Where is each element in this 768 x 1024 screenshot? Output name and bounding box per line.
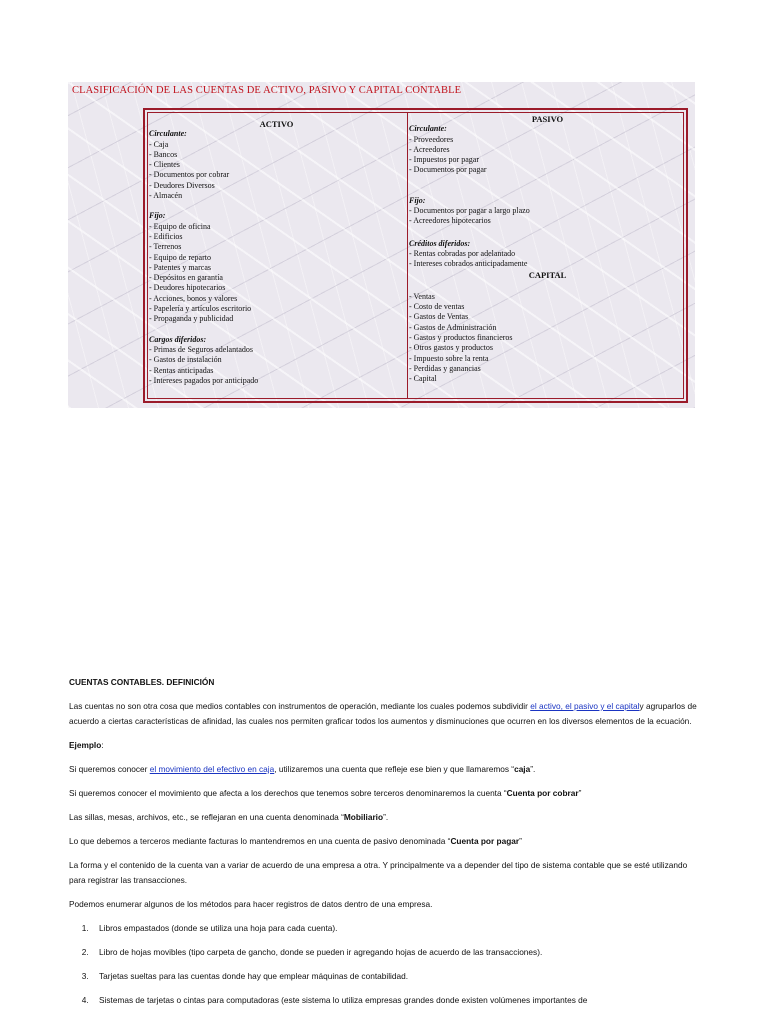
list-item: - Gastos de Administración xyxy=(409,322,497,332)
pasivo-fijo-label: Fijo: xyxy=(409,195,426,205)
activo-fijo-label: Fijo: xyxy=(149,211,166,221)
paragraph-mobiliario xyxy=(69,810,701,825)
list-item: - Bancos xyxy=(149,149,178,159)
paragraph-text: ”. xyxy=(530,764,536,774)
list-item: - Primas de Seguros adelantados xyxy=(149,344,253,354)
bold-term: caja xyxy=(514,764,531,774)
figure-title: CLASIFICACIÓN DE LAS CUENTAS DE ACTIVO, PASIVO Y CAPITAL CONTABLE xyxy=(72,85,462,96)
table-inner-border xyxy=(147,112,684,399)
list-item: 4. Sistemas de tarjetas o cintas para computadoras (este sistema lo utiliza empresas grandes donde existen volúmenes importantes de xyxy=(91,993,701,1008)
list-item: - Deudores hipotecarios xyxy=(149,283,226,293)
pasivo-heading: PASIVO xyxy=(531,114,564,124)
paragraph-text: Las cuentas no son otra cosa que medios contables con instrumentos de operación, mediante los cuales podemos subdividir xyxy=(69,701,531,711)
activo-column xyxy=(149,113,404,386)
paragraph-cuenta-por-cobrar xyxy=(69,786,701,801)
list-item: - Acreedores xyxy=(409,144,450,154)
list-item: - Caja xyxy=(149,139,169,149)
classification-table xyxy=(143,108,688,403)
list-item: - Impuesto sobre la renta xyxy=(409,353,489,363)
list-item: - Intereses cobrados anticipadamente xyxy=(409,259,528,269)
example-label-text: Ejemplo xyxy=(69,740,102,750)
paragraph-text: y agruparlos de acuerdo a ciertas características de afinidad, las cuales nos permiten graficar todos los aumentos y disminuciones que ocurren en los diversos elementos de la ecuación. xyxy=(69,701,697,726)
activo-heading: ACTIVO xyxy=(259,119,294,129)
example-colon: : xyxy=(101,740,104,750)
paragraph-text: Las sillas, mesas, archivos, etc., se reflejaran en una cuenta denominada “ xyxy=(69,812,344,822)
column-divider xyxy=(407,113,408,398)
list-item: - Proveedores xyxy=(409,134,454,144)
activo-cargos-label: Cargos diferidos: xyxy=(149,334,207,344)
list-item: - Propaganda y publicidad xyxy=(149,314,234,324)
paragraph-text: , utilizaremos una cuenta que refleje ese bien y que llamaremos “ xyxy=(274,764,515,774)
link-movimiento-efectivo[interactable]: el movimiento del efectivo en caja xyxy=(149,764,275,774)
section-heading: CUENTAS CONTABLES. DEFINICIÓN xyxy=(69,677,215,687)
list-item: - Documentos por pagar a largo plazo xyxy=(409,206,530,216)
list-item: - Edificios xyxy=(149,231,183,241)
capital-heading: CAPITAL xyxy=(528,269,567,280)
document-body xyxy=(69,675,701,1017)
paragraph-forma-contenido: La forma y el contenido de la cuenta van a variar de acuerdo de una empresa a otra. Y principalmente va a depender del tipo de sistema contable que se esté utilizando para registrar las transacciones. xyxy=(69,860,688,885)
list-item: - Equipo de oficina xyxy=(149,221,211,231)
list-item: - Intereses pagados por anticipado xyxy=(149,375,259,385)
paragraph-text: ” xyxy=(578,788,582,798)
link-activo-pasivo-capital[interactable]: el activo, el pasivo y el capital xyxy=(530,701,640,711)
list-item: - Impuestos por pagar xyxy=(409,155,479,165)
paragraph-definition xyxy=(69,699,701,729)
list-item: 3. Tarjetas sueltas para las cuentas donde hay que emplear máquinas de contabilidad. xyxy=(91,969,701,984)
list-item: - Acciones, bonos y valores xyxy=(149,293,238,303)
paragraph-caja xyxy=(69,762,701,777)
list-item: - Depósitos en garantía xyxy=(149,273,223,283)
list-item: - Perdidas y ganancias xyxy=(409,363,481,373)
bold-term: Mobiliario xyxy=(343,812,384,822)
classification-figure xyxy=(68,82,695,408)
bold-term: Cuenta por pagar xyxy=(450,836,520,846)
pasivo-circulante-label: Circulante: xyxy=(409,124,447,134)
list-item: - Documentos por pagar xyxy=(409,165,487,175)
bold-term: Cuenta por cobrar xyxy=(506,788,579,798)
list-item: - Clientes xyxy=(149,160,180,170)
pasivo-column xyxy=(409,113,686,385)
list-item: - Gastos de instalación xyxy=(149,355,222,365)
list-item: - Patentes y marcas xyxy=(149,262,211,272)
list-item: - Documentos por cobrar xyxy=(149,170,230,180)
paragraph-text: ”. xyxy=(383,812,389,822)
paragraph-text: Si queremos conocer xyxy=(69,764,150,774)
paragraph-text: ” xyxy=(519,836,522,846)
activo-circulante-label: Circulante: xyxy=(149,129,187,139)
list-item: - Capital xyxy=(409,374,437,384)
list-item: 2. Libro de hojas movibles (tipo carpeta de gancho, donde se pueden ir agregando hojas de acuerdo de las transacciones). xyxy=(91,945,701,960)
list-item: - Rentas anticipadas xyxy=(149,365,214,375)
paragraph-cuenta-por-pagar xyxy=(69,834,701,849)
paragraph-text: Si queremos conocer el movimiento que afecta a los derechos que tenemos sobre terceros denominaremos la cuenta “ xyxy=(69,788,507,798)
list-item: - Acreedores hipotecarios xyxy=(409,216,491,226)
list-item: - Otros gastos y productos xyxy=(409,343,493,353)
list-item: - Gastos y productos financieros xyxy=(409,333,513,343)
list-item: - Equipo de reparto xyxy=(149,252,211,262)
list-item: 1. Libros empastados (donde se utiliza una hoja para cada cuenta). xyxy=(91,921,701,936)
list-item: - Terrenos xyxy=(149,242,182,252)
paragraph-metodos: Podemos enumerar algunos de los métodos para hacer registros de datos dentro de una empresa. xyxy=(69,899,433,909)
pasivo-creditos-label: Créditos diferidos: xyxy=(409,238,471,248)
list-item: - Gastos de Ventas xyxy=(409,312,469,322)
paragraph-text: Lo que debemos a terceros mediante facturas lo mantendremos en una cuenta de pasivo denominada “ xyxy=(69,836,451,846)
list-item: - Almacén xyxy=(149,191,183,201)
list-item: - Rentas cobradas por adelantado xyxy=(409,248,516,258)
example-label xyxy=(69,738,701,753)
list-item: - Papelería y artículos escritorio xyxy=(149,304,252,314)
methods-list xyxy=(69,921,701,1008)
list-item: - Costo de ventas xyxy=(409,302,465,312)
list-item: - Deudores Diversos xyxy=(149,180,215,190)
list-item: - Ventas xyxy=(409,291,435,301)
